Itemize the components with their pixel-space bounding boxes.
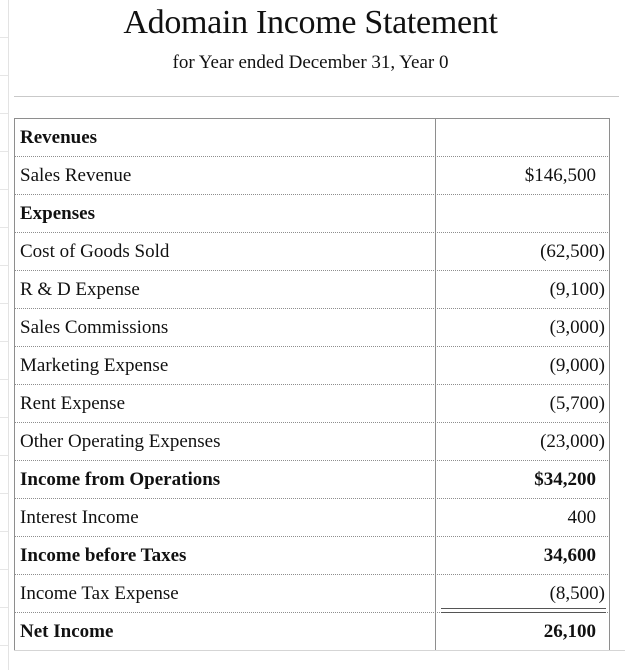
- table-row: [15, 613, 610, 651]
- amount-cell[interactable]: [435, 347, 610, 384]
- row-amount: 400: [567, 507, 596, 528]
- row-label[interactable]: Sales Commissions: [20, 317, 169, 338]
- row-label[interactable]: Marketing Expense: [20, 355, 169, 376]
- row-label[interactable]: Other Operating Expenses: [20, 431, 221, 452]
- amount-cell[interactable]: [435, 613, 610, 650]
- row-label[interactable]: Rent Expense: [20, 393, 126, 414]
- table-row: [15, 271, 610, 309]
- row-amount: (62,500): [540, 241, 605, 262]
- table-row: [15, 423, 610, 461]
- amount-cell[interactable]: [435, 233, 610, 270]
- amount-cell[interactable]: [435, 575, 610, 612]
- row-header-gridlines: [0, 0, 9, 670]
- row-label[interactable]: Income Tax Expense: [20, 583, 179, 604]
- table-row: [15, 537, 610, 575]
- table-row: [15, 499, 610, 537]
- row-amount: $146,500: [524, 165, 596, 186]
- row-amount: 26,100: [543, 621, 596, 642]
- amount-cell[interactable]: [435, 195, 610, 232]
- row-label[interactable]: Sales Revenue: [20, 165, 132, 186]
- table-row: [15, 195, 610, 233]
- row-amount: (9,000): [549, 355, 605, 376]
- amount-cell[interactable]: [435, 271, 610, 308]
- table-row: [15, 309, 610, 347]
- row-label[interactable]: Net Income: [20, 621, 114, 642]
- row-label[interactable]: R & D Expense: [20, 279, 140, 300]
- income-statement-table: [14, 118, 610, 651]
- amount-cell[interactable]: [435, 119, 610, 156]
- table-row: [15, 119, 610, 157]
- row-label[interactable]: Revenues: [20, 127, 98, 148]
- row-label[interactable]: Expenses: [20, 203, 95, 224]
- row-amount: (23,000): [540, 431, 605, 452]
- row-label[interactable]: Income before Taxes: [20, 545, 187, 566]
- row-amount: $34,200: [534, 469, 596, 490]
- row-label[interactable]: Income from Operations: [20, 469, 221, 490]
- row-amount: (8,500): [549, 583, 605, 604]
- table-row: [15, 385, 610, 423]
- row-amount: (3,000): [549, 317, 605, 338]
- amount-cell[interactable]: [435, 499, 610, 536]
- header-divider: [14, 96, 619, 97]
- table-row: [15, 157, 610, 195]
- row-label[interactable]: Interest Income: [20, 507, 139, 528]
- table-row: [15, 233, 610, 271]
- empty-gridline: [14, 650, 625, 670]
- amount-cell[interactable]: [435, 385, 610, 422]
- row-label[interactable]: Cost of Goods Sold: [20, 241, 170, 262]
- amount-cell[interactable]: [435, 157, 610, 194]
- table-row: [15, 461, 610, 499]
- amount-cell[interactable]: [435, 423, 610, 460]
- statement-subtitle: for Year ended December 31, Year 0: [172, 52, 449, 73]
- row-amount: 34,600: [543, 545, 596, 566]
- row-amount: (9,100): [549, 279, 605, 300]
- amount-cell[interactable]: [435, 537, 610, 574]
- row-amount: (5,700): [549, 393, 605, 414]
- statement-title: Adomain Income Statement: [123, 4, 498, 41]
- amount-cell[interactable]: [435, 461, 610, 498]
- table-row: [15, 347, 610, 385]
- amount-cell[interactable]: [435, 309, 610, 346]
